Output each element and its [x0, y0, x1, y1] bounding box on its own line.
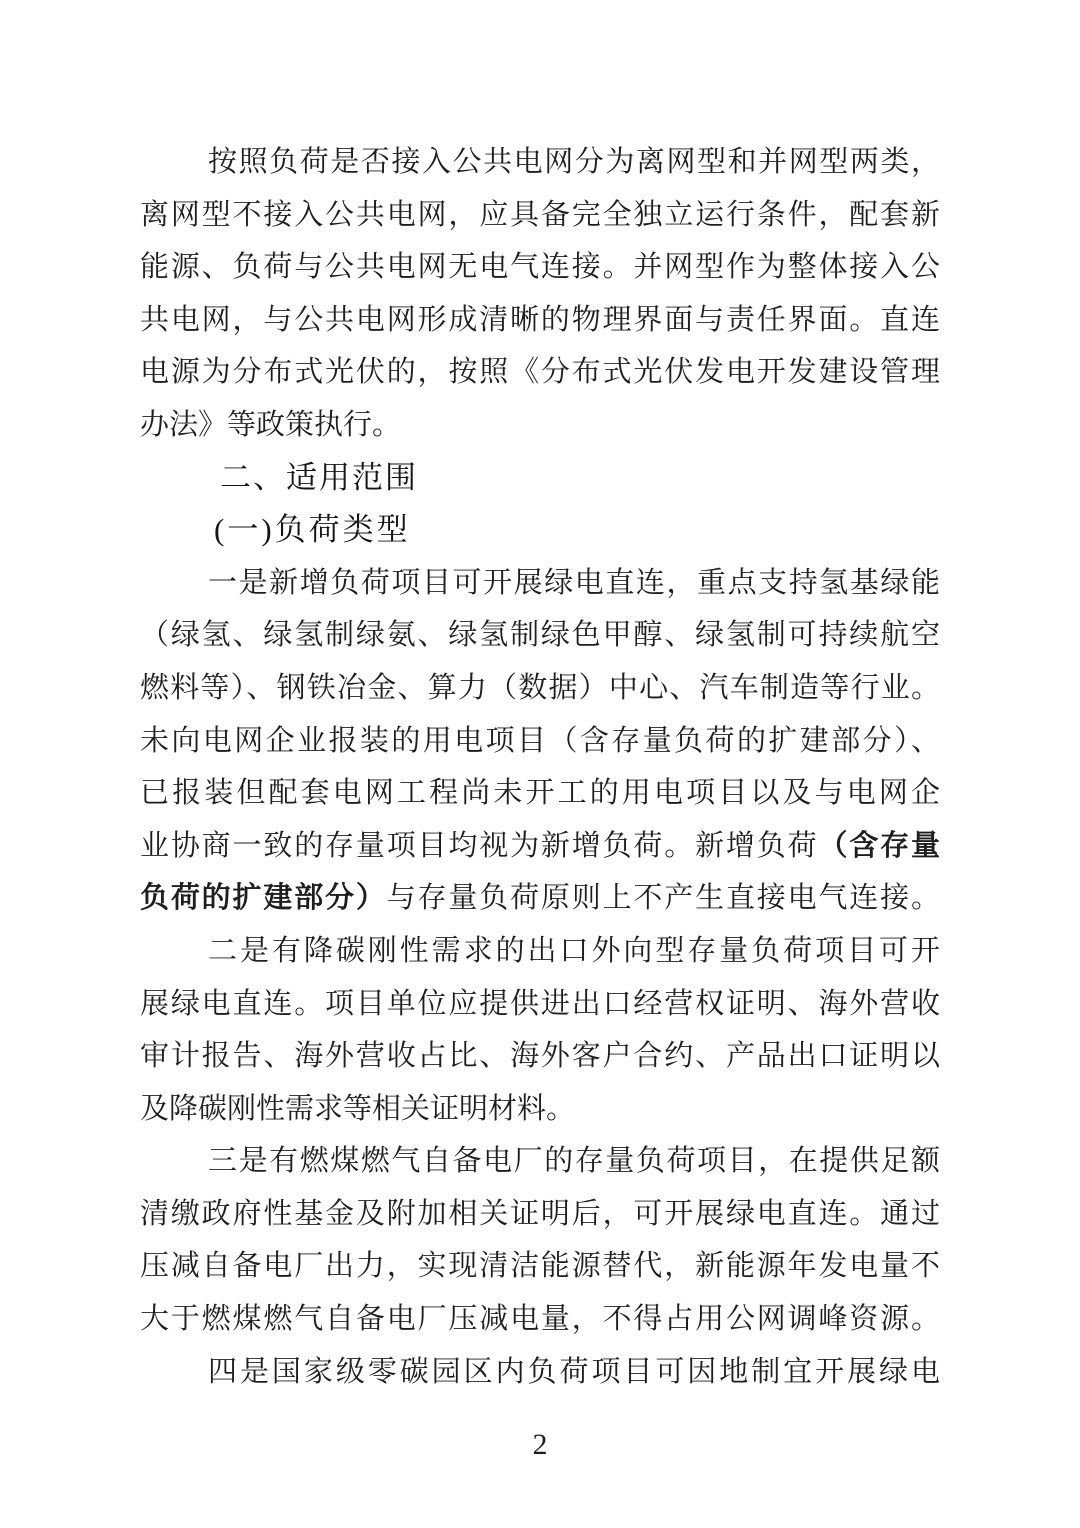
section-heading: [140, 452, 940, 505]
text-line: [140, 136, 940, 189]
text-line: [140, 1083, 940, 1136]
document-body: [140, 136, 940, 1398]
text-segment: 展绿电直连。项目单位应提供进出口经营权证明、海外营收: [140, 987, 940, 1020]
text-segment: 三是有燃煤燃气自备电厂的存量负荷项目，在提供足额: [208, 1145, 940, 1178]
text-segment: 二、适用范围: [220, 459, 418, 495]
text-line: [140, 872, 940, 925]
text-segment: 清缴政府性基金及附加相关证明后，可开展绿电直连。通过: [140, 1197, 940, 1230]
text-segment: 能源、负荷与公共电网无电气连接。并网型作为整体接入公: [140, 251, 940, 284]
emphasis-text: （含存量: [818, 829, 940, 862]
text-segment: 与存量负荷原则上不产生直接电气连接。: [386, 882, 940, 915]
text-line: [140, 1135, 940, 1188]
text-segment: （绿氢、绿氢制绿氨、绿氢制绿色甲醇、绿氢制可持续航空: [140, 619, 940, 652]
text-line: [140, 399, 940, 452]
text-line: [140, 346, 940, 399]
text-line: [140, 1293, 940, 1346]
text-line: [140, 820, 940, 873]
text-segment: 审计报告、海外营收占比、海外客户合约、产品出口证明以: [140, 1040, 940, 1073]
text-line: [140, 241, 940, 294]
text-segment: 共电网，与公共电网形成清晰的物理界面与责任界面。直连: [140, 303, 940, 336]
text-line: [140, 189, 940, 242]
emphasis-text: 负荷的扩建部分）: [140, 882, 387, 915]
text-line: [140, 1030, 940, 1083]
text-segment: 二是有降碳刚性需求的出口外向型存量负荷项目可开: [208, 934, 940, 967]
text-line: [140, 1240, 940, 1293]
text-segment: 办法》等政策执行。: [140, 408, 402, 441]
text-line: [140, 609, 940, 662]
text-segment: 及降碳刚性需求等相关证明材料。: [140, 1092, 576, 1125]
text-line: [140, 767, 940, 820]
text-line: [140, 925, 940, 978]
text-segment: 四是国家级零碳园区内负荷项目可因地制宜开展绿电: [208, 1355, 940, 1388]
text-segment: 已报装但配套电网工程尚未开工的用电项目以及与电网企: [140, 777, 940, 810]
subsection-heading: [140, 504, 940, 557]
page-number: 2: [532, 1428, 548, 1461]
text-segment: 燃料等）、钢铁冶金、算力（数据）中心、汽车制造等行业。: [140, 671, 940, 704]
text-segment: 未向电网企业报装的用电项目（含存量负荷的扩建部分）、: [140, 724, 940, 757]
text-line: [140, 557, 940, 610]
text-segment: 离网型不接入公共电网，应具备完全独立运行条件，配套新: [140, 198, 940, 231]
text-segment: 业协商一致的存量项目均视为新增负荷。新增负荷: [140, 829, 819, 862]
text-segment: 压减自备电厂出力，实现清洁能源替代，新能源年发电量不: [140, 1250, 940, 1283]
text-segment: 按照负荷是否接入公共电网分为离网型和并网型两类，: [208, 146, 940, 178]
text-line: [140, 294, 940, 347]
text-line: [140, 1346, 940, 1399]
text-segment: (一)负荷类型: [214, 512, 411, 548]
text-line: [140, 662, 940, 715]
text-segment: 电源为分布式光伏的，按照《分布式光伏发电开发建设管理: [140, 356, 940, 389]
text-line: [140, 715, 940, 768]
text-segment: 大于燃煤燃气自备电厂压减电量，不得占用公网调峰资源。: [140, 1303, 940, 1336]
text-segment: 一是新增负荷项目可开展绿电直连，重点支持氢基绿能: [208, 566, 940, 599]
text-line: [140, 1188, 940, 1241]
text-line: [140, 978, 940, 1031]
